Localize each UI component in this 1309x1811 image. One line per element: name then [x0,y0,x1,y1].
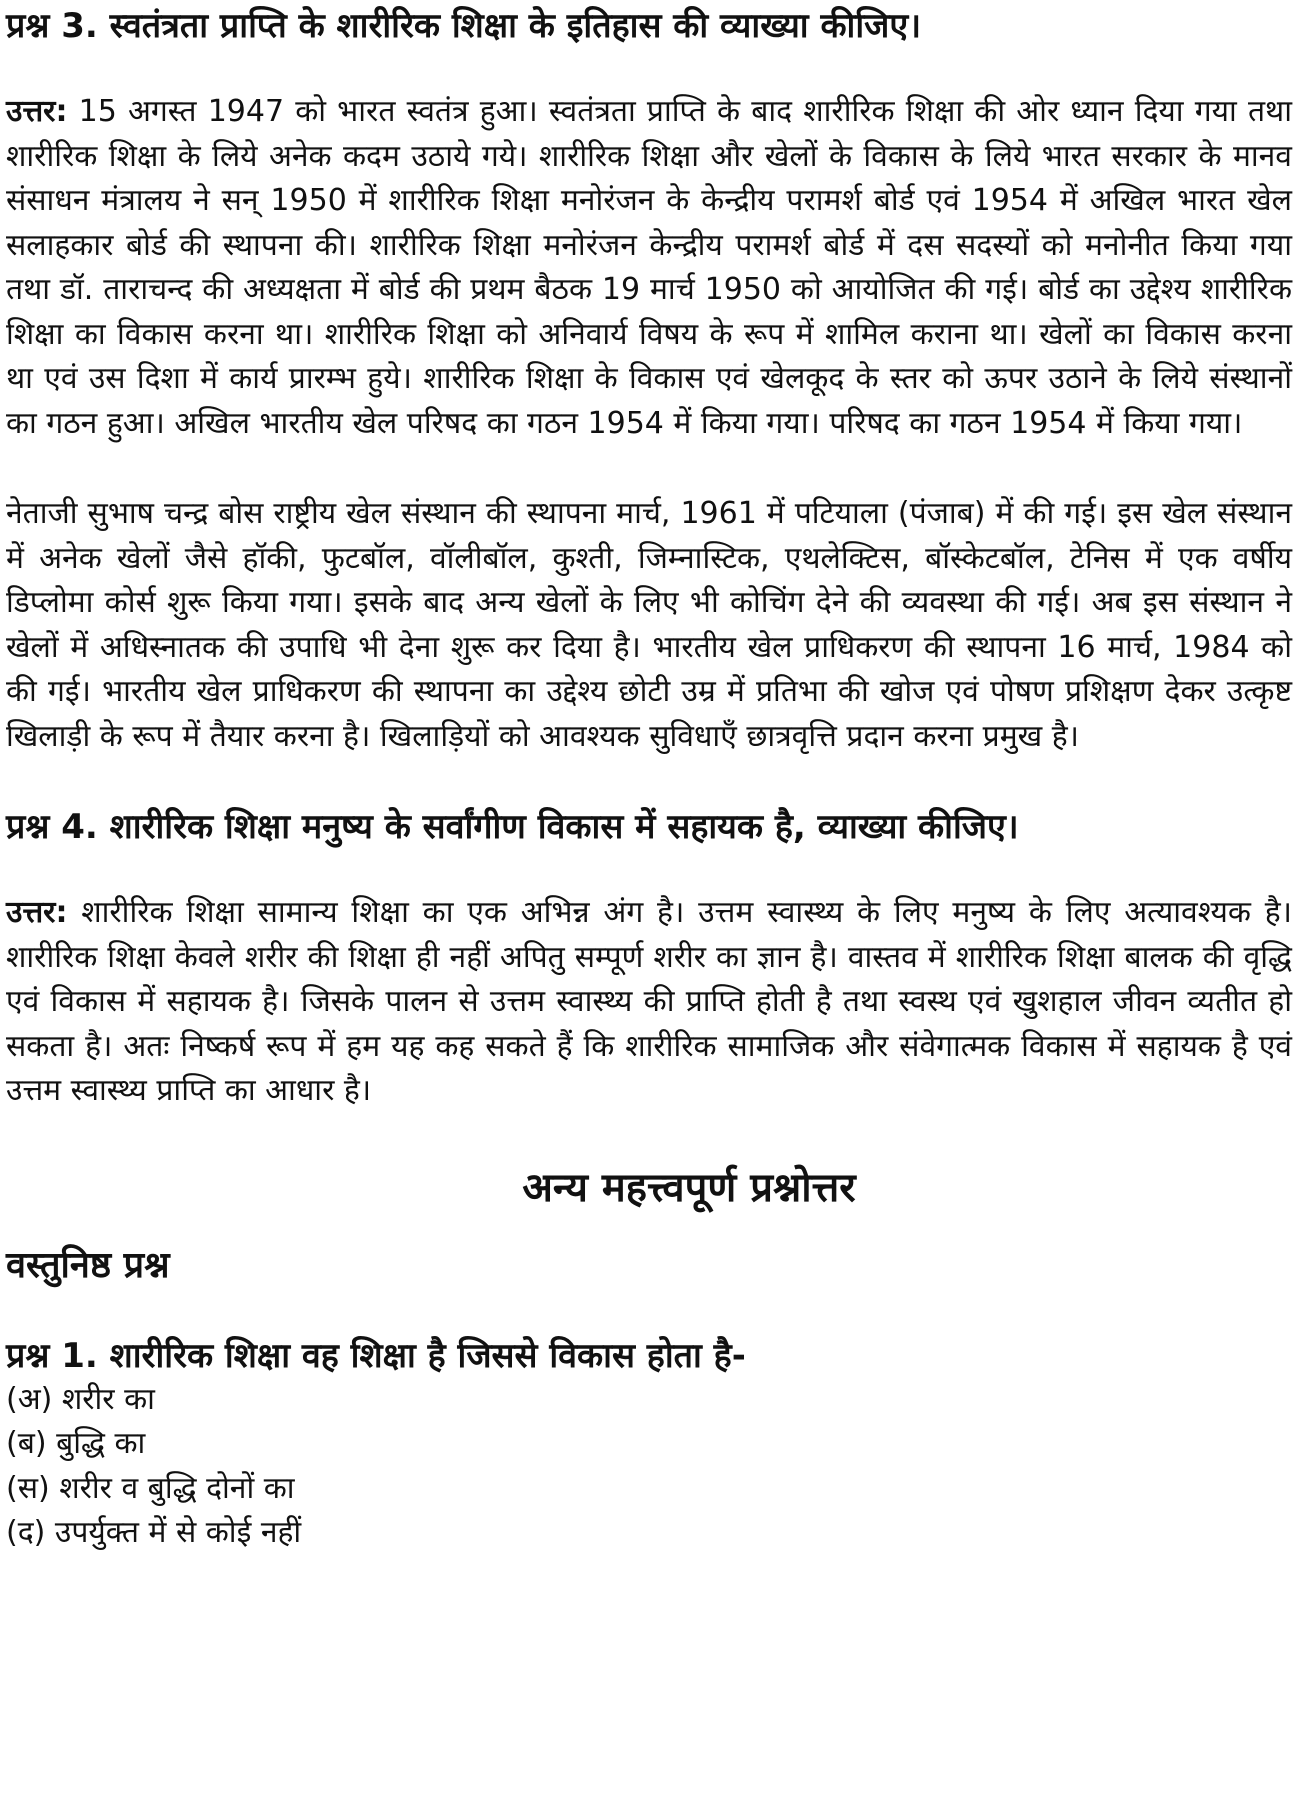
mcq-1-question: प्रश्न 1. शारीरिक शिक्षा वह शिक्षा है जिससे विकास होता है- [6,1335,746,1376]
answer-text: 15 अगस्त 1947 को भारत स्वतंत्र हुआ। स्वतंत्रता प्राप्ति के बाद शारीरिक शिक्षा की ओर ध्यान दिया गया तथा शारीरिक शिक्षा के लिये अनेक कदम उठाये गये। शारीरिक शिक्षा और खेलों के विकास के लिये भारत सरकार के मानव संसाधन मंत्रालय ने सन् 1950 में शारीरिक शिक्षा मनोरंजन के केन्द्रीय परामर्श बोर्ड एवं 1954 में अखिल भारत खेल सलाहकार बोर्ड की स्थापना की। शारीरिक शिक्षा मनोरंजन केन्द्रीय परामर्श बोर्ड में दस सदस्यों को मनोनीत किया गया तथा डॉ. ताराचन्द की अध्यक्षता में बोर्ड की प्रथम बैठक 19 मार्च 1950 को आयोजित की गई। बोर्ड का उद्देश्य शारीरिक शिक्षा का विकास करना था। शारीरिक शिक्षा को अनिवार्य विषय के रूप में शामिल कराना था। खेलों का विकास करना था एवं उस दिशा में कार्य प्रारम्भ हुये। शारीरिक शिक्षा के विकास एवं खेलकूद के स्तर को ऊपर उठाने के लिये संस्थानों का गठन हुआ। अखिल भारतीय खेल परिषद का गठन 1954 में किया गया। परिषद का गठन 1954 में किया गया। [6,94,1292,441]
mcq-option: (ब) बुद्धि का [6,1426,146,1461]
spacer [6,759,1292,805]
spacer [6,1292,1292,1334]
spacer [6,446,1292,492]
spacer [6,1114,1292,1160]
mcq-option: (द) उपर्युक्त में से कोई नहीं [6,1515,302,1550]
spacer [6,849,1292,891]
question-3-answer-paragraph-2: नेताजी सुभाष चन्द्र बोस राष्ट्रीय खेल संस्थान की स्थापना मार्च, 1961 में पटियाला (पंजाब) में की गई। इस खेल संस्थान में अनेक खेलों जैसे हॉकी, फुटबॉल, वॉलीबॉल, कुश्ती, जिम्नास्टिक, एथलेक्टिस, बॉस्केटबॉल, टेनिस में एक वर्षीय डिप्लोमा कोर्स शुरू किया गया। इसके बाद अन्य खेलों के लिए भी कोचिंग देने की व्यवस्था की गई। अब इस संस्थान ने खेलों में अधिस्नातक की उपाधि भी देना शुरू कर दिया है। भारतीय खेल प्राधिकरण की स्थापना 16 मार्च, 1984 को की गई। भारतीय खेल प्राधिकरण की स्थापना का उद्देश्य छोटी उम्र में प्रतिभा की खोज एवं पोषण प्रशिक्षण देकर उत्कृष्ट खिलाड़ी के रूप में तैयार करना है। खिलाड़ियों को आवश्यक सुविधाएँ छात्रवृत्ति प्रदान करना प्रमुख है। [6,496,1292,754]
question-3-heading: प्रश्न 3. स्वतंत्रता प्राप्ति के शारीरिक शिक्षा के इतिहास की व्याख्या कीजिए। [6,6,922,46]
answer-label: उत्तर: [6,94,68,129]
mcq-option: (स) शरीर व बुद्धि दोनों का [6,1470,295,1506]
section-title: अन्य महत्त्वपूर्ण प्रश्नोत्तर [522,1164,856,1211]
subsection-title: वस्तुनिष्ठ प्रश्न [6,1244,170,1286]
mcq-1-options [6,1378,1292,1556]
mcq-option: (अ) शरीर का [6,1381,155,1417]
question-3-answer-paragraph-1 [6,90,1292,446]
answer-text: शारीरिक शिक्षा सामान्य शिक्षा का एक अभिन्न अंग है। उत्तम स्वास्थ्य के लिए मनुष्य के लिए अत्यावश्यक है। शारीरिक शिक्षा केवले शरीर की शिक्षा ही नहीं अपितु सम्पूर्ण शरीर का ज्ञान है। वास्तव में शारीरिक शिक्षा बालक की वृद्धि एवं विकास में सहायक है। जिसके पालन से उत्तम स्वास्थ्य की प्राप्ति होती है तथा स्वस्थ एवं खुशहाल जीवन व्यतीत हो सकता है। अतः निष्कर्ष रूप में हम यह कह सकते हैं कि शारीरिक सामाजिक और संवेगात्मक विकास में सहायक है एवं उत्तम स्वास्थ्य प्राप्ति का आधार है। [6,895,1292,1108]
spacer [6,48,1292,90]
spacer [6,1216,1292,1240]
question-4-heading: प्रश्न 4. शारीरिक शिक्षा मनुष्य के सर्वांगीण विकास में सहायक है, व्याख्या कीजिए। [6,807,1019,847]
answer-label: उत्तर: [6,895,68,930]
question-4-answer [6,891,1292,1114]
